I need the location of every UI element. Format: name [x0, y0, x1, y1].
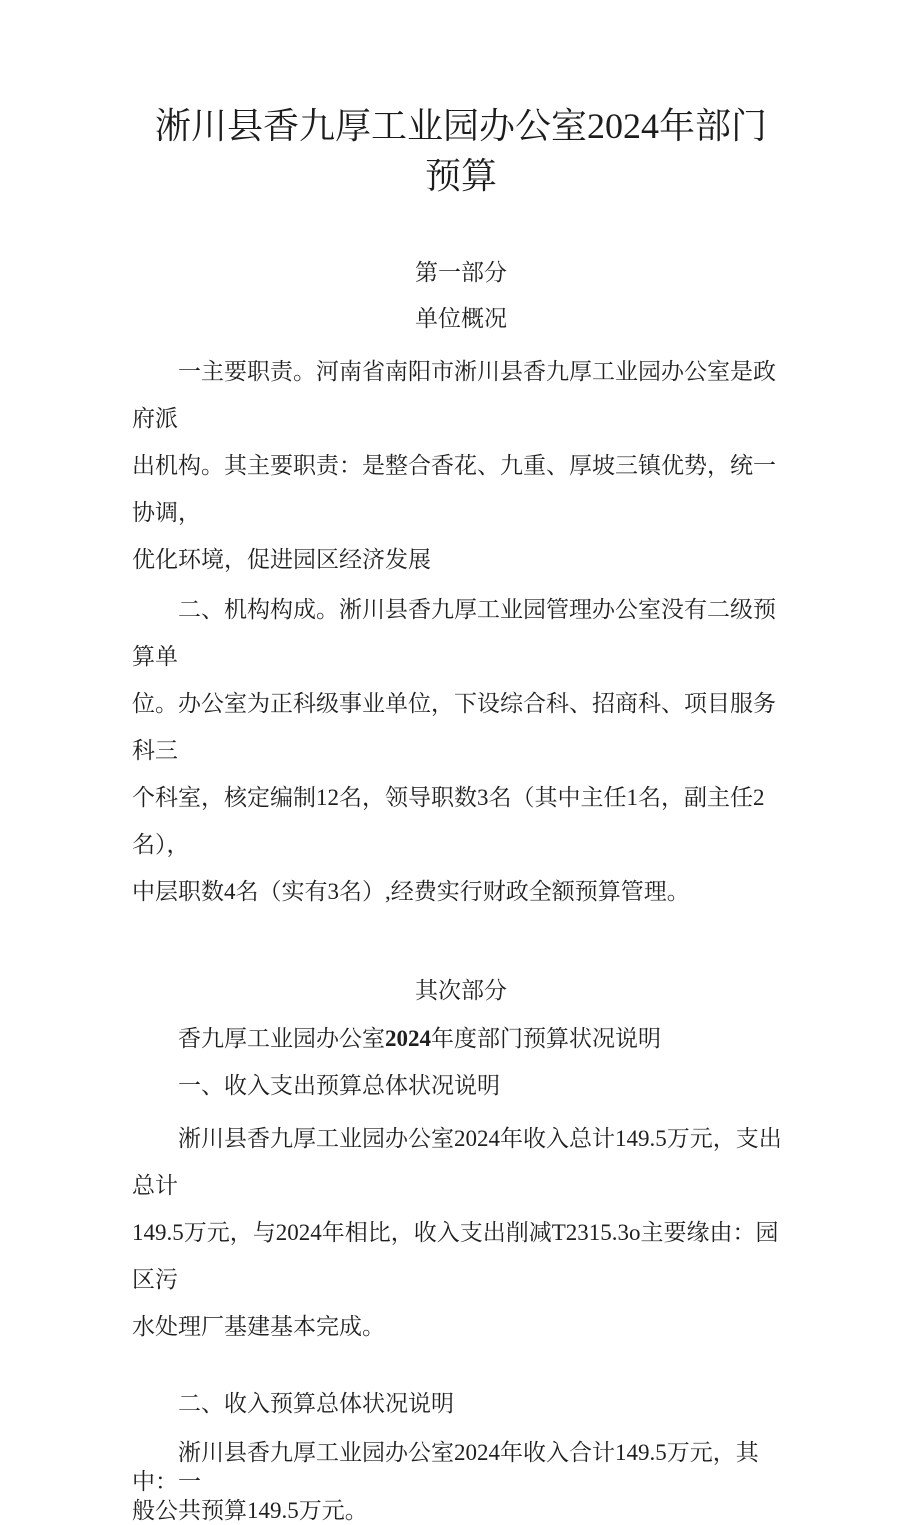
paragraph-line: 二、机构构成。淅川县香九厚工业园管理办公室没有二级预算单	[132, 597, 776, 669]
part1-heading-block	[132, 250, 790, 342]
part1-heading: 第一部分	[415, 260, 507, 285]
paragraph-income-overview	[132, 1438, 790, 1525]
document-title	[132, 0, 790, 201]
part2-heading: 其次部分	[415, 978, 507, 1003]
part2-subheading-year: 2024	[385, 1026, 431, 1051]
section2-heading: 二、收入预算总体状况说明	[178, 1391, 454, 1416]
paragraph-line: 水处理厂基建基本完成。	[132, 1314, 385, 1339]
paragraph-line: 淅川县香九厚工业园办公室2024年收入总计149.5万元，支出总计	[132, 1126, 782, 1198]
part2-subheading	[132, 1015, 790, 1062]
section1-heading: 一、收入支出预算总体状况说明	[178, 1073, 500, 1098]
part2-subheading-suffix: 年度部门预算状况说明	[431, 1026, 661, 1051]
paragraph-line: 一主要职责。河南省南阳市淅川县香九厚工业园办公室是政府派	[132, 359, 776, 431]
paragraph-organization	[132, 586, 790, 915]
document-title-line-2: 预算	[424, 156, 497, 196]
paragraph-line: 位。办公室为正科级事业单位，下设综合科、招商科、项目服务科三	[132, 691, 776, 763]
part1-subheading: 单位概况	[415, 306, 507, 331]
paragraph-line: 出机构。其主要职责：是整合香花、九重、厚坡三镇优势，统一协调，	[132, 453, 776, 525]
paragraph-main-duties	[132, 348, 790, 583]
part2-subheading-prefix: 香九厚工业园办公室	[178, 1026, 385, 1051]
paragraph-line: 般公共预算149.5万元。	[132, 1498, 368, 1523]
document-title-line-1: 淅川县香九厚工业园办公室2024年部门	[154, 106, 767, 146]
paragraph-line: 149.5万元，与2024年相比，收入支出削减T2315.3o主要缘由：园区污	[132, 1220, 779, 1292]
paragraph-line: 淅川县香九厚工业园办公室2024年收入合计149.5万元，其中：一	[132, 1440, 759, 1494]
paragraph-budget-overview	[132, 1115, 790, 1350]
paragraph-line: 优化环境，促进园区经济发展	[132, 547, 431, 572]
paragraph-line: 中层职数4名（实有3名）,经费实行财政全额预算管理。	[132, 879, 690, 904]
paragraph-line: 个科室，核定编制12名，领导职数3名（其中主任1名，副主任2名），	[132, 785, 765, 857]
